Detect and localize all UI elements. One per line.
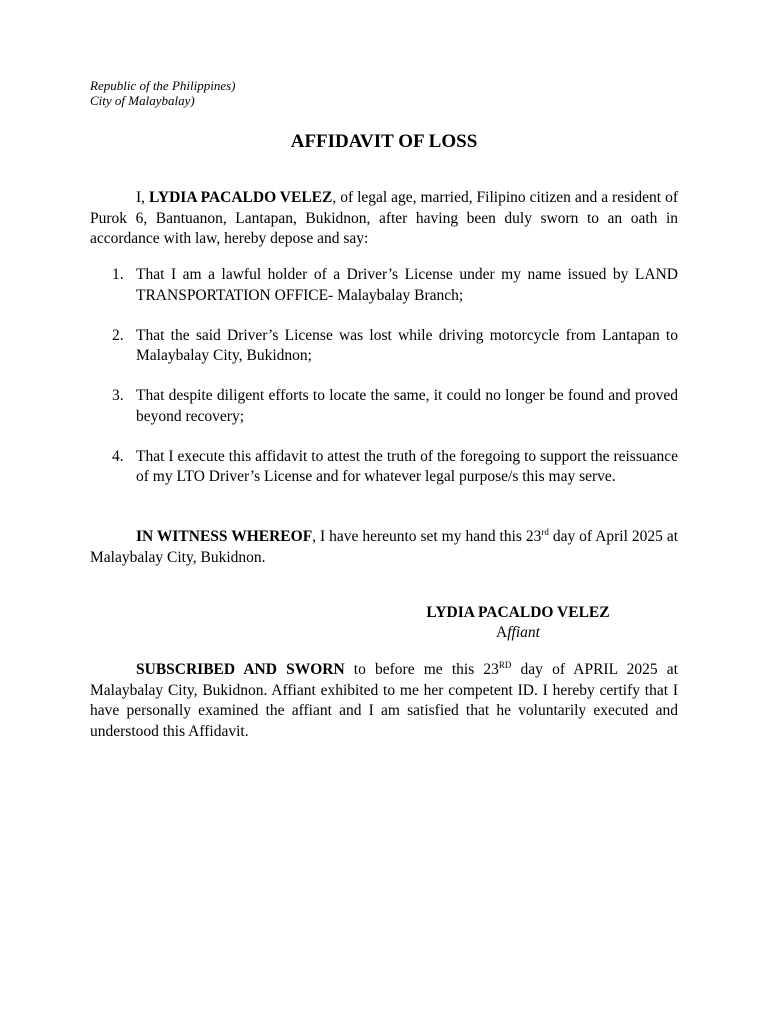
intro-paragraph — [90, 188, 678, 250]
jurat-day-suffix: RD — [498, 660, 512, 670]
list-text: That despite diligent efforts to locate the same, it could no longer be found and proved beyond recovery; — [136, 387, 678, 425]
list-number: 1. — [112, 266, 124, 283]
venue-header — [90, 78, 236, 108]
list-item — [90, 447, 678, 488]
list-item — [90, 265, 678, 306]
jurat-text-before: to before me this 23 — [344, 661, 499, 678]
affiant-role-rest: ffiant — [507, 624, 540, 641]
jurat-paragraph — [90, 660, 678, 742]
intro-prefix: I, — [136, 189, 149, 206]
affiant-name: LYDIA PACALDO VELEZ — [426, 604, 610, 621]
jurat-text-after: day of APRIL 2025 at Malaybalay City, Bukidnon. Affiant exhibited to me her competent ID. I hereby certify that I have personally examined the affiant and I am satisfied that he voluntarily executed and understood this Affidavit. — [90, 661, 678, 740]
witness-paragraph — [90, 527, 678, 568]
intro-text: , of legal age, married, Filipino citizen and a resident of Purok 6, Bantuanon, Lantapan, Bukidnon, after having been duly sworn to an oath in accordance with law, hereby depose and say: — [90, 189, 678, 247]
document-title: AFFIDAVIT OF LOSS — [290, 131, 478, 152]
list-text: That I am a lawful holder of a Driver’s License under my name issued by LAND TRANSPORTATION OFFICE- Malaybalay Branch; — [136, 266, 678, 304]
witness-lead: IN WITNESS WHEREOF — [136, 528, 313, 545]
witness-text-before: , I have hereunto set my hand this 23 — [312, 528, 542, 545]
witness-day-suffix: rd — [541, 527, 549, 537]
affiant-role-initial: A — [496, 624, 508, 641]
venue-city: City of Malaybalay) — [90, 93, 195, 108]
affiant-role — [392, 623, 644, 643]
list-number: 4. — [112, 447, 124, 465]
list-number: 2. — [112, 326, 124, 344]
venue-country: Republic of the Philippines) — [90, 78, 236, 93]
list-text: That the said Driver’s License was lost while driving motorcycle from Lantapan to Malaybalay City, Bukidnon; — [136, 326, 678, 364]
list-item — [90, 326, 678, 367]
list-item — [90, 386, 678, 427]
witness-text-after: day of April 2025 at Malaybalay City, Bukidnon. — [90, 528, 679, 566]
list-number: 3. — [112, 387, 124, 404]
affiant-name-intro: LYDIA PACALDO VELEZ — [149, 189, 333, 206]
signature-block — [392, 603, 644, 643]
list-text: That I execute this affidavit to attest the truth of the foregoing to support the reissuance of my LTO Driver’s License and for whatever legal purpose/s this may serve. — [136, 447, 678, 485]
jurat-lead: SUBSCRIBED AND SWORN — [136, 661, 345, 678]
deposition-list — [90, 265, 678, 507]
